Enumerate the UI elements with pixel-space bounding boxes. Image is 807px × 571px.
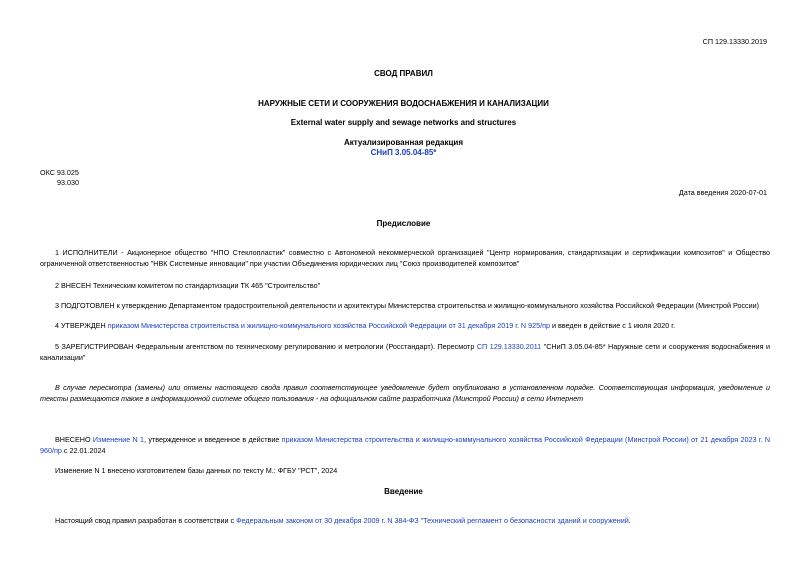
- registered-prefix: 5 ЗАРЕГИСТРИРОВАН Федеральным агентством по техническому регулированию и метрологии (Росстандарт). Пересмотр: [55, 342, 477, 351]
- foreword-paragraph-4: [40, 320, 770, 331]
- amendment-paragraph: [40, 434, 770, 456]
- amendment-note: Изменение N 1 внесено изготовителем базы данных по тексту М.: ФГБУ "РСТ", 2024: [55, 466, 338, 475]
- document-title-ru: НАРУЖНЫЕ СЕТИ И СООРУЖЕНИЯ ВОДОСНАБЖЕНИЯ И КАНАЛИЗАЦИИ: [258, 99, 549, 108]
- oks-code-2: 93.030: [57, 178, 79, 187]
- document-kind: СВОД ПРАВИЛ: [374, 69, 433, 78]
- introduction-paragraph-1: [40, 515, 770, 526]
- approved-suffix: и введен в действие с 1 июля 2020 г.: [550, 321, 675, 330]
- foreword-paragraph-1: 1 ИСПОЛНИТЕЛИ - Акционерное общество "НПО Стеклопластик" совместно с Автономной некоммерческой организацией "Центр нормирования, стандартизации и сертификации композитов" и Общество ограниченной ответственностью "НВК Системные инновации" при участии Объединения юридических лиц "Союз производителей композитов": [40, 248, 770, 268]
- amendment-order-link[interactable]: приказом Министерства строительства и жилищно-коммунального хозяйства Российской Федерации (Минстрой России) от 21 декабря 2023 г. N 960/пр: [40, 435, 771, 455]
- document-code: СП 129.13330.2019: [702, 37, 767, 46]
- foreword-paragraph-5: [40, 341, 770, 363]
- amendment-mid: , утвержденное и введенное в действие: [144, 435, 282, 444]
- amendment-1-link[interactable]: Изменение N 1: [92, 435, 145, 444]
- snip-link[interactable]: [0, 148, 807, 157]
- amendment-suffix: с 22.01.2024: [61, 446, 106, 455]
- amendment-prefix: ВНЕСЕНО: [55, 435, 93, 444]
- federal-law-link[interactable]: Федеральным законом от 30 декабря 2009 г. N 384-ФЗ "Технический регламент о безопасности зданий и сооружений: [236, 516, 629, 525]
- introduction-heading: Введение: [384, 487, 423, 496]
- foreword-paragraph-3: 3 ПОДГОТОВЛЕН к утверждению Департаментом градостроительной деятельности и архитектуры Министерства строительства и жилищно-коммунального хозяйства Российской Федерации (Минстрой России): [55, 301, 760, 310]
- intro-suffix: .: [628, 516, 631, 525]
- snip-link-text[interactable]: СНиП 3.05.04-85*: [370, 148, 437, 157]
- edition-label: Актуализированная редакция: [344, 138, 463, 147]
- foreword-heading: Предисловие: [376, 219, 431, 228]
- foreword-paragraph-2: 2 ВНЕСЕН Техническим комитетом по стандартизации ТК 465 "Строительство": [55, 281, 321, 290]
- intro-date: Дата введения 2020-07-01: [678, 188, 767, 197]
- oks-code-1: ОКС 93.025: [40, 168, 79, 177]
- approval-order-link[interactable]: приказом Министерства строительства и жилищно-коммунального хозяйства Российской Федерации от 31 декабря 2019 г. N 925/пр: [107, 321, 550, 330]
- document-title-en: External water supply and sewage networks and structures: [290, 118, 517, 127]
- previous-sp-link[interactable]: СП 129.13330.2011: [476, 342, 542, 351]
- revision-notice: В случае пересмотра (замены) или отмены настоящего свода правил соответствующее уведомление будет опубликовано в установленном порядке. Соответствующая информация, уведомление и тексты размещаются также в информационной системе общего пользования - на официальном сайте разработчика (Минстрой России) в сети Интернет: [40, 383, 770, 403]
- registered-suffix: "СНиП 3.05.04-85* Наружные сети и сооружения водоснабжения и канализации": [40, 342, 771, 362]
- approved-prefix: 4 УТВЕРЖДЕН: [55, 321, 108, 330]
- intro-prefix: Настоящий свод правил разработан в соответствии с: [55, 516, 237, 525]
